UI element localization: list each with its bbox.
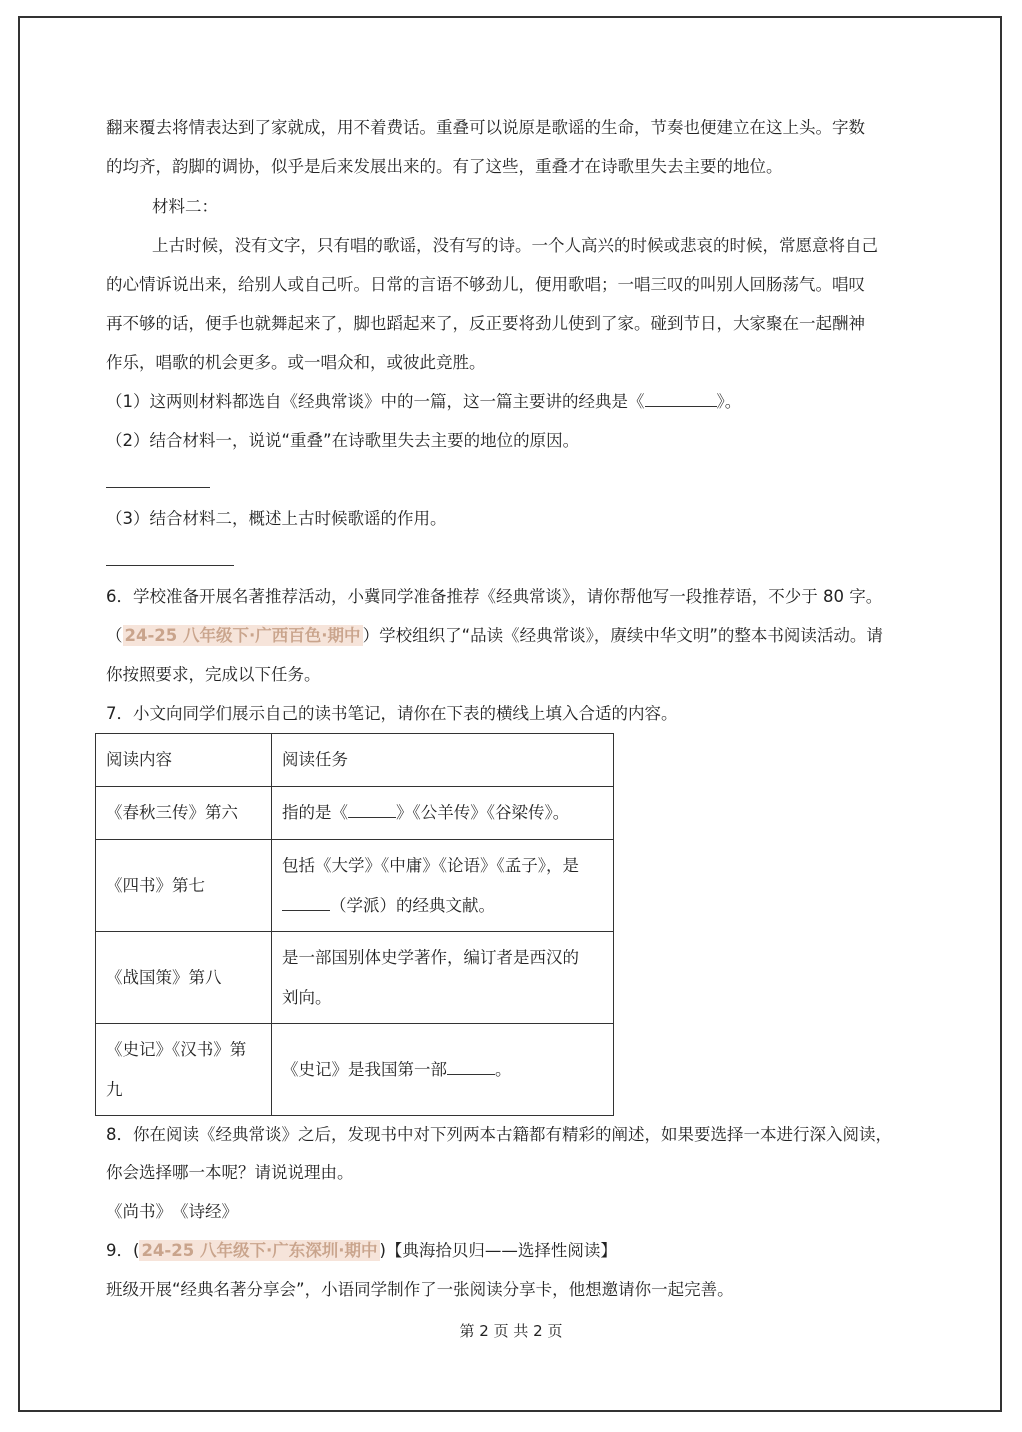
material2-line-4: 作乐，唱歌的机会更多。或一唱众和，或彼此竞胜。 <box>106 353 486 372</box>
section-intro-line-2: 你按照要求，完成以下任务。 <box>106 665 321 684</box>
task-text: 是一部国别体史学著作，编订者是西汉的 <box>282 947 579 967</box>
material2-line-3: 再不够的话，便手也就舞起来了，脚也蹈起来了，反正要将劲儿使到了家。碰到节日，大家聚在一起酬神 <box>106 314 865 333</box>
question-2: （2）结合材料一，说说“重叠”在诗歌里失去主要的地位的原因。 <box>106 431 580 450</box>
content-text: 九 <box>106 1079 123 1099</box>
table-row <box>96 1024 614 1116</box>
material2-label: 材料二： <box>152 197 218 216</box>
material2-line-1: 上古时候，没有文字，只有唱的歌谣，没有写的诗。一个人高兴的时候或悲哀的时候，常愿意将自己 <box>152 236 878 255</box>
answer-blank[interactable] <box>447 1060 495 1075</box>
question-8-line-2: 你会选择哪一本呢？请说说理由。 <box>106 1163 354 1182</box>
task-text: （学派）的经典文献。 <box>330 895 495 915</box>
task-text: 《史记》是我国第一部 <box>282 1059 447 1079</box>
task-text: 。 <box>495 1059 512 1079</box>
question-9-title: )【典海拾贝归——选择性阅读】 <box>379 1241 617 1260</box>
question-9-number: 9．( <box>106 1241 140 1260</box>
table-header-task: 阅读任务 <box>272 734 614 787</box>
question-9 <box>106 1241 617 1261</box>
material1-line-1: 翻来覆去将情表达到了家就成，用不着费话。重叠可以说原是歌谣的生命，节奏也便建立在这上头。字数 <box>106 118 865 137</box>
row-content <box>96 1024 272 1116</box>
intro-text: ）学校组织了“品读《经典常谈》，赓续中华文明”的整本书阅读活动。请 <box>362 626 883 645</box>
question-6: 6．学校准备开展名著推荐活动，小冀同学准备推荐《经典常谈》，请你帮他写一段推荐语，不少于 80 字。 <box>106 587 883 606</box>
answer-line-2[interactable] <box>106 487 210 488</box>
table-header-content: 阅读内容 <box>96 734 272 787</box>
row-content: 《四书》第七 <box>96 840 272 932</box>
task-text: 刘向。 <box>282 987 332 1007</box>
answer-line-3[interactable] <box>106 565 234 566</box>
question-7: 7．小文向同学们展示自己的读书笔记，请你在下表的横线上填入合适的内容。 <box>106 704 678 723</box>
question-9-line-2: 班级开展“经典名著分享会”，小语同学制作了一张阅读分享卡，他想邀请你一起完善。 <box>106 1280 734 1299</box>
source-tag: 24-25 八年级下·广东深圳·期中 <box>141 1241 378 1260</box>
row-content: 《春秋三传》第六 <box>96 787 272 840</box>
reading-notes-table <box>95 733 614 1116</box>
answer-blank[interactable] <box>645 392 717 407</box>
row-task <box>272 1024 614 1116</box>
table-header-row <box>96 734 614 787</box>
intro-open-paren: （ <box>106 626 123 645</box>
task-text: 指的是《 <box>282 803 348 822</box>
question-1-tail: 》。 <box>716 392 742 411</box>
table-row <box>96 840 614 932</box>
table-row <box>96 787 614 840</box>
content-text: 《史记》《汉书》第 <box>106 1039 247 1059</box>
task-text: 》《公羊传》《谷梁传》。 <box>396 803 570 822</box>
question-3: （3）结合材料二，概述上古时候歌谣的作用。 <box>106 509 447 528</box>
question-8-options: 《尚书》 《诗经》 <box>106 1202 238 1221</box>
question-1-text: （1）这两则材料都选自《经典常谈》中的一篇，这一篇主要讲的经典是《 <box>106 392 645 411</box>
row-task <box>272 932 614 1024</box>
row-content: 《战国策》第八 <box>96 932 272 1024</box>
row-task <box>272 840 614 932</box>
answer-blank[interactable] <box>348 803 396 818</box>
material2-line-2: 的心情诉说出来，给别人或自己听。日常的言语不够劲儿，便用歌唱；一唱三叹的叫别人回肠荡气。唱叹 <box>106 275 865 294</box>
row-task <box>272 787 614 840</box>
question-8: 8．你在阅读《经典常谈》之后，发现书中对下列两本古籍都有精彩的阐述，如果要选择一本进行深入阅读， <box>106 1125 892 1144</box>
page-footer: 第 2 页 共 2 页 <box>459 1322 563 1340</box>
table-row <box>96 932 614 1024</box>
question-1 <box>106 392 741 412</box>
material1-line-2: 的均齐，韵脚的调协，似乎是后来发展出来的。有了这些，重叠才在诗歌里失去主要的地位。 <box>106 157 783 176</box>
answer-blank[interactable] <box>282 896 330 911</box>
source-tag: 24-25 八年级下·广西百色·期中 <box>124 626 361 645</box>
task-text: 包括《大学》《中庸》《论语》《孟子》，是 <box>282 855 579 875</box>
section-intro <box>106 626 883 646</box>
